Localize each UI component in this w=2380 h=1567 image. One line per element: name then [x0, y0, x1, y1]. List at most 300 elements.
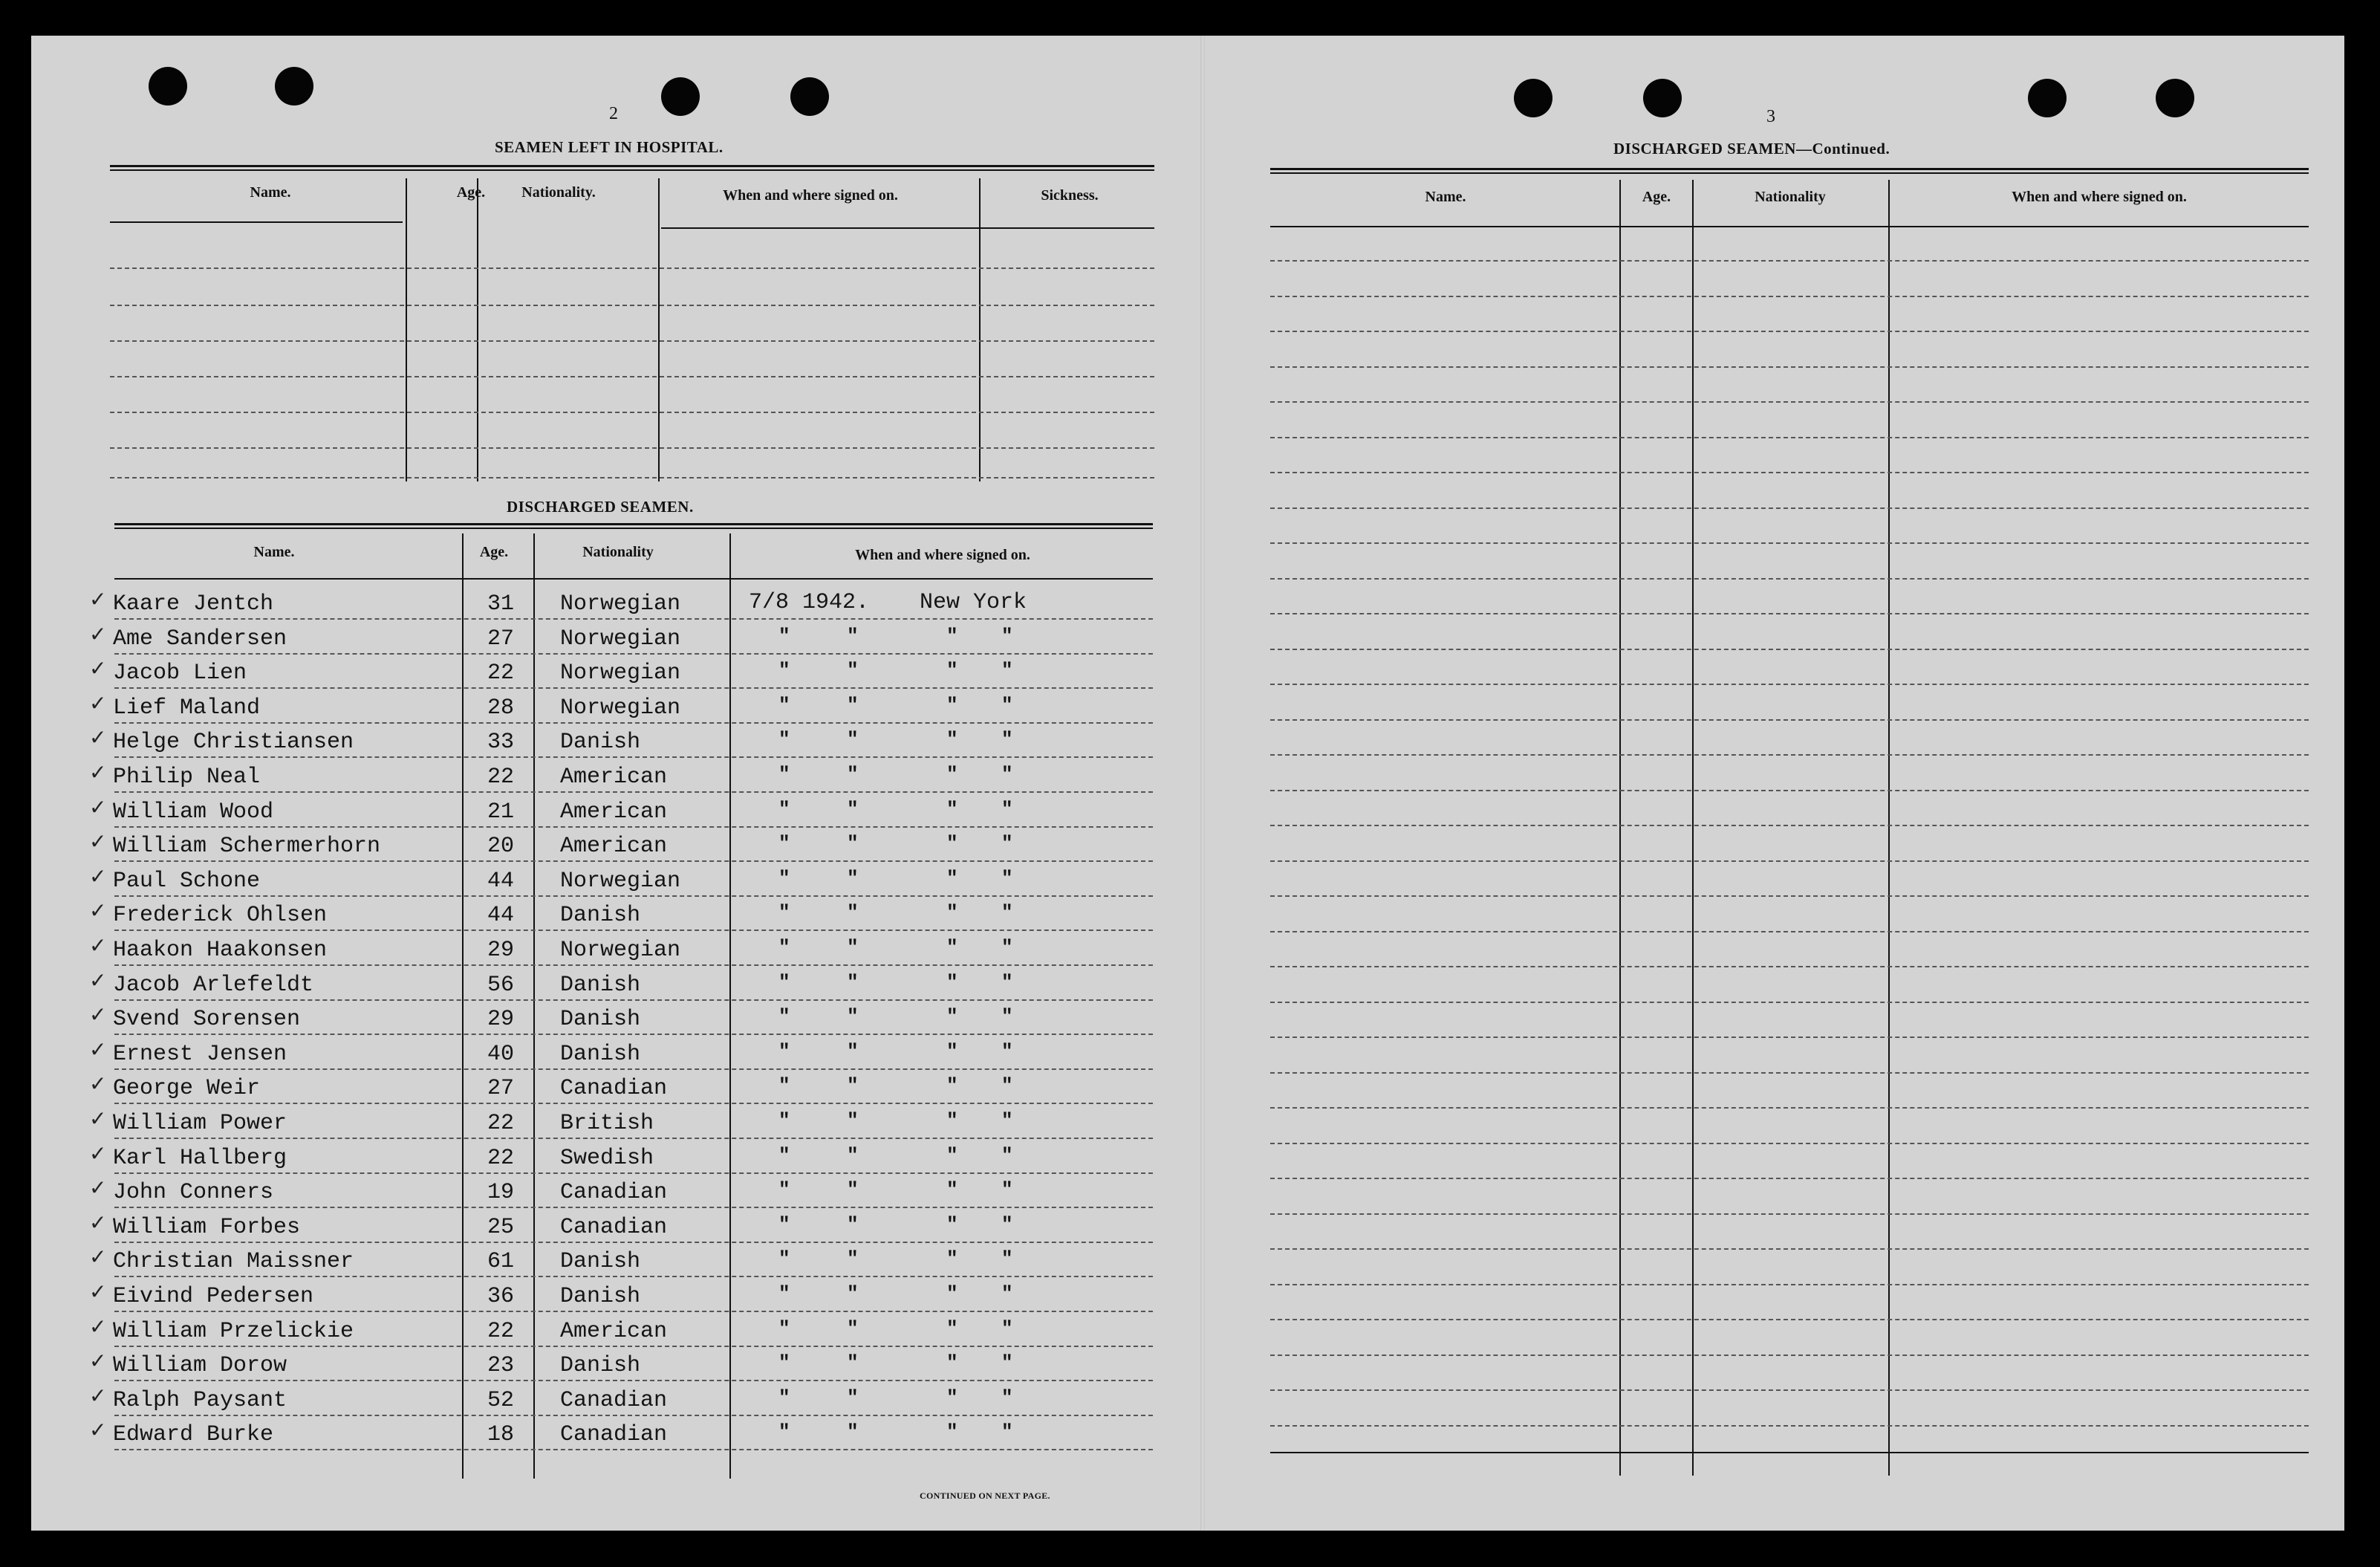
ditto-mark: "	[778, 763, 790, 785]
seaman-age: 21	[487, 799, 515, 825]
check-mark-icon: ✓	[89, 1210, 107, 1235]
check-mark-icon: ✓	[89, 933, 107, 958]
row-line	[1270, 437, 2309, 438]
hospital-header-age: Age.	[456, 184, 486, 201]
ditto-mark: "	[1001, 936, 1013, 958]
ditto-mark: "	[847, 936, 859, 958]
row-line	[114, 1103, 1153, 1104]
ditto-mark: "	[946, 1317, 958, 1340]
ditto-mark: "	[778, 1213, 790, 1236]
ditto-mark: "	[847, 1178, 859, 1201]
seaman-nationality: Swedish	[560, 1146, 654, 1171]
ditto-mark: "	[778, 832, 790, 854]
ditto-mark: "	[946, 832, 958, 854]
hospital-header-rule	[661, 227, 1154, 229]
seaman-nationality: Norwegian	[560, 661, 681, 686]
ditto-mark: "	[1001, 1421, 1013, 1443]
check-mark-icon: ✓	[89, 1383, 107, 1408]
check-mark-icon: ✓	[89, 1141, 107, 1166]
left-page	[31, 36, 1200, 1531]
seaman-age: 52	[487, 1388, 515, 1413]
discharged-header-name: Name.	[253, 544, 295, 560]
seaman-age: 31	[487, 591, 515, 617]
ditto-mark: "	[1001, 1352, 1013, 1374]
check-mark-icon: ✓	[89, 1002, 107, 1027]
ditto-mark: "	[1001, 1178, 1013, 1201]
row-line	[1270, 860, 2309, 862]
right-page	[1205, 36, 2344, 1531]
check-mark-icon: ✓	[89, 1037, 107, 1062]
seaman-name: William Power	[113, 1111, 287, 1136]
ditto-mark: "	[778, 1317, 790, 1340]
document-sheet	[31, 36, 2344, 1531]
row-line	[114, 722, 1153, 724]
row-line	[114, 1207, 1153, 1208]
ditto-mark: "	[1001, 971, 1013, 993]
seaman-nationality: Norwegian	[560, 591, 681, 617]
ditto-mark: "	[946, 1144, 958, 1167]
ditto-mark: "	[847, 867, 859, 889]
row-line	[114, 1346, 1153, 1347]
check-mark-icon: ✓	[89, 1175, 107, 1200]
check-mark-icon: ✓	[89, 587, 107, 611]
ditto-mark: "	[1001, 832, 1013, 854]
ditto-mark: "	[946, 728, 958, 750]
seaman-age: 22	[487, 1319, 515, 1344]
row-line	[1270, 1213, 2309, 1215]
page-number: 2	[609, 104, 618, 123]
discharged-col-divider	[729, 533, 731, 1479]
ditto-mark: "	[946, 1178, 958, 1201]
row-line	[1270, 931, 2309, 932]
row-line	[1270, 790, 2309, 791]
ditto-mark: "	[778, 694, 790, 716]
ditto-mark: "	[778, 1282, 790, 1305]
check-mark-icon: ✓	[89, 1071, 107, 1096]
ditto-mark: "	[946, 971, 958, 993]
ditto-mark: "	[1001, 1040, 1013, 1062]
row-line	[114, 895, 1153, 897]
row-line	[114, 653, 1153, 655]
row-line	[114, 1242, 1153, 1243]
seaman-age: 20	[487, 834, 515, 859]
check-mark-icon: ✓	[89, 1106, 107, 1131]
ditto-mark: "	[847, 625, 859, 647]
ditto-mark: "	[778, 1005, 790, 1028]
row-line	[114, 964, 1153, 966]
row-line	[114, 826, 1153, 828]
ditto-mark: "	[1001, 1317, 1013, 1340]
continued-header-nationality: Nationality	[1755, 189, 1826, 205]
row-line	[1270, 542, 2309, 544]
ditto-mark: "	[847, 728, 859, 750]
row-line	[1270, 1248, 2309, 1250]
ditto-mark: "	[778, 1040, 790, 1062]
row-line	[1270, 1284, 2309, 1285]
ditto-mark: "	[847, 1386, 859, 1409]
check-mark-icon: ✓	[89, 1349, 107, 1373]
row-line	[1270, 1072, 2309, 1074]
check-mark-icon: ✓	[89, 898, 107, 923]
seaman-name: Jacob Lien	[113, 661, 247, 686]
ditto-mark: "	[946, 798, 958, 820]
signed-on-place: New York	[920, 590, 1027, 615]
continued-header-name: Name.	[1425, 189, 1466, 205]
row-line	[1270, 1355, 2309, 1356]
continued-header-age: Age.	[1642, 189, 1671, 205]
row-line	[1270, 472, 2309, 473]
hospital-col-divider	[979, 178, 981, 481]
seaman-age: 33	[487, 730, 515, 755]
seaman-nationality: American	[560, 1319, 668, 1344]
hospital-row-line	[110, 376, 1154, 377]
seaman-age: 44	[487, 903, 515, 928]
ditto-mark: "	[946, 1352, 958, 1374]
seaman-nationality: Danish	[560, 730, 641, 755]
ditto-mark: "	[847, 659, 859, 681]
seaman-nationality: Danish	[560, 1284, 641, 1309]
seaman-age: 28	[487, 695, 515, 721]
ditto-mark: "	[1001, 1248, 1013, 1270]
row-line	[1270, 1036, 2309, 1038]
row-line	[114, 1034, 1153, 1035]
discharged-header-age: Age.	[479, 544, 509, 560]
ditto-mark: "	[778, 659, 790, 681]
seaman-name: John Conners	[113, 1180, 274, 1205]
row-line	[1270, 401, 2309, 403]
ditto-mark: "	[946, 1109, 958, 1132]
ditto-mark: "	[946, 625, 958, 647]
ditto-mark: "	[847, 1282, 859, 1305]
hospital-col-divider	[406, 178, 407, 481]
row-line	[1270, 1425, 2309, 1427]
ditto-mark: "	[946, 1005, 958, 1028]
ditto-mark: "	[778, 1109, 790, 1132]
discharged-header-nationality: Nationality	[582, 544, 654, 560]
seaman-name: William Dorow	[113, 1353, 287, 1378]
seaman-name: Philip Neal	[113, 765, 261, 790]
ditto-mark: "	[778, 728, 790, 750]
row-line	[114, 999, 1153, 1001]
check-mark-icon: ✓	[89, 1245, 107, 1269]
ditto-mark: "	[778, 901, 790, 924]
hospital-row-line	[110, 340, 1154, 342]
ditto-mark: "	[946, 1421, 958, 1443]
discharged-header-signed-on: When and where signed on.	[855, 547, 1030, 563]
row-line	[114, 756, 1153, 758]
ditto-mark: "	[1001, 1074, 1013, 1097]
ditto-mark: "	[946, 1213, 958, 1236]
ditto-mark: "	[1001, 1005, 1013, 1028]
seaman-name: Ernest Jensen	[113, 1042, 287, 1067]
ditto-mark: "	[778, 1248, 790, 1270]
seaman-nationality: Canadian	[560, 1180, 668, 1205]
signed-on-date: 7/8 1942.	[749, 590, 870, 615]
ditto-mark: "	[778, 1178, 790, 1201]
continued-header-signed-on: When and where signed on.	[2012, 189, 2187, 205]
seaman-age: 22	[487, 1111, 515, 1136]
row-line	[114, 791, 1153, 793]
hospital-header-rule	[110, 221, 403, 223]
ditto-mark: "	[778, 1386, 790, 1409]
row-line	[114, 1415, 1153, 1416]
seaman-name: Jacob Arlefeldt	[113, 973, 314, 998]
discharged-top-rule	[114, 523, 1153, 529]
ditto-mark: "	[1001, 694, 1013, 716]
check-mark-icon: ✓	[89, 656, 107, 681]
seaman-age: 19	[487, 1180, 515, 1205]
ditto-mark: "	[1001, 1213, 1013, 1236]
row-line	[1270, 1319, 2309, 1320]
check-mark-icon: ✓	[89, 1279, 107, 1304]
check-mark-icon: ✓	[89, 760, 107, 785]
seaman-name: Ralph Paysant	[113, 1388, 287, 1413]
ditto-mark: "	[847, 1248, 859, 1270]
row-line	[1270, 507, 2309, 509]
ditto-mark: "	[847, 971, 859, 993]
ditto-mark: "	[1001, 1386, 1013, 1409]
row-line	[1270, 1389, 2309, 1391]
ditto-mark: "	[1001, 1109, 1013, 1132]
ditto-mark: "	[1001, 867, 1013, 889]
ditto-mark: "	[946, 1074, 958, 1097]
continued-header-rule	[1270, 226, 2309, 227]
check-mark-icon: ✓	[89, 622, 107, 646]
ditto-mark: "	[847, 1317, 859, 1340]
ditto-mark: "	[1001, 728, 1013, 750]
check-mark-icon: ✓	[89, 864, 107, 889]
row-line	[114, 930, 1153, 931]
seaman-age: 27	[487, 1076, 515, 1101]
hospital-header-nationality: Nationality.	[521, 184, 596, 201]
ditto-mark: "	[778, 971, 790, 993]
row-line	[114, 1449, 1153, 1450]
seaman-age: 25	[487, 1215, 515, 1240]
ditto-mark: "	[847, 1421, 859, 1443]
ditto-mark: "	[778, 1421, 790, 1443]
seaman-nationality: Norwegian	[560, 869, 681, 894]
continued-note: CONTINUED ON NEXT PAGE.	[920, 1490, 1050, 1501]
seaman-name: Helge Christiansen	[113, 730, 354, 755]
ditto-mark: "	[778, 798, 790, 820]
seaman-age: 36	[487, 1284, 515, 1309]
row-line	[1270, 331, 2309, 332]
check-mark-icon: ✓	[89, 1314, 107, 1339]
ditto-mark: "	[1001, 901, 1013, 924]
check-mark-icon: ✓	[89, 829, 107, 854]
ditto-mark: "	[1001, 798, 1013, 820]
seaman-name: Paul Schone	[113, 869, 261, 894]
ditto-mark: "	[946, 1282, 958, 1305]
ditto-mark: "	[847, 1040, 859, 1062]
row-line	[114, 1276, 1153, 1277]
row-line	[1270, 825, 2309, 826]
ditto-mark: "	[847, 901, 859, 924]
row-line	[1270, 1178, 2309, 1179]
seaman-age: 40	[487, 1042, 515, 1067]
continued-bottom-rule	[1270, 1452, 2309, 1453]
seaman-age: 23	[487, 1353, 515, 1378]
seaman-nationality: Danish	[560, 903, 641, 928]
hospital-row-line	[110, 477, 1154, 478]
row-line	[1270, 649, 2309, 650]
row-line	[1270, 296, 2309, 297]
row-line	[1270, 260, 2309, 262]
continued-section-title: DISCHARGED SEAMEN—Continued.	[1613, 140, 1890, 158]
check-mark-icon: ✓	[89, 968, 107, 993]
page-number: 3	[1766, 107, 1775, 126]
hospital-col-divider	[658, 178, 660, 481]
seaman-nationality: American	[560, 799, 668, 825]
ditto-mark: "	[847, 1144, 859, 1167]
row-line	[1270, 613, 2309, 614]
seaman-name: Edward Burke	[113, 1422, 274, 1447]
check-mark-icon: ✓	[89, 795, 107, 820]
row-line	[114, 1380, 1153, 1381]
ditto-mark: "	[847, 798, 859, 820]
seaman-name: Frederick Ohlsen	[113, 903, 328, 928]
seaman-name: William Przelickie	[113, 1319, 354, 1344]
seaman-name: Svend Sorensen	[113, 1007, 301, 1032]
seaman-name: George Weir	[113, 1076, 261, 1101]
check-mark-icon: ✓	[89, 725, 107, 750]
seaman-nationality: Canadian	[560, 1215, 668, 1240]
row-line	[114, 1068, 1153, 1070]
ditto-mark: "	[946, 1040, 958, 1062]
seaman-nationality: Danish	[560, 1042, 641, 1067]
seaman-nationality: American	[560, 834, 668, 859]
ditto-mark: "	[778, 1144, 790, 1167]
seaman-name: William Schermerhorn	[113, 834, 381, 859]
hospital-top-rule	[110, 165, 1154, 171]
ditto-mark: "	[778, 936, 790, 958]
ditto-mark: "	[946, 659, 958, 681]
ditto-mark: "	[847, 1074, 859, 1097]
row-line	[114, 860, 1153, 862]
ditto-mark: "	[1001, 763, 1013, 785]
ditto-mark: "	[1001, 1282, 1013, 1305]
hospital-section-title: SEAMEN LEFT IN HOSPITAL.	[495, 138, 724, 156]
hospital-header-name: Name.	[250, 184, 291, 201]
check-mark-icon: ✓	[89, 1418, 107, 1442]
ditto-mark: "	[778, 1074, 790, 1097]
seaman-nationality: British	[560, 1111, 654, 1136]
seaman-age: 22	[487, 765, 515, 790]
seaman-nationality: Canadian	[560, 1422, 668, 1447]
row-line	[1270, 578, 2309, 580]
ditto-mark: "	[946, 694, 958, 716]
row-line	[114, 1311, 1153, 1312]
seaman-name: William Forbes	[113, 1215, 301, 1240]
ditto-mark: "	[1001, 659, 1013, 681]
row-line	[114, 1172, 1153, 1174]
row-line	[114, 687, 1153, 689]
seaman-age: 29	[487, 1007, 515, 1032]
row-line	[1270, 966, 2309, 967]
seaman-age: 22	[487, 1146, 515, 1171]
hospital-header-sickness: Sickness.	[1041, 187, 1099, 204]
row-line	[1270, 895, 2309, 897]
ditto-mark: "	[778, 1352, 790, 1374]
ditto-mark: "	[847, 1005, 859, 1028]
row-line	[1270, 1107, 2309, 1109]
ditto-mark: "	[1001, 625, 1013, 647]
seaman-age: 29	[487, 938, 515, 963]
ditto-mark: "	[946, 1386, 958, 1409]
row-line	[1270, 719, 2309, 721]
seaman-nationality: Danish	[560, 973, 641, 998]
row-line	[1270, 1002, 2309, 1003]
check-mark-icon: ✓	[89, 691, 107, 716]
discharged-header-rule	[114, 578, 1153, 580]
seaman-nationality: Danish	[560, 1353, 641, 1378]
seaman-nationality: Norwegian	[560, 626, 681, 652]
seaman-name: Lief Maland	[113, 695, 261, 721]
seaman-age: 22	[487, 661, 515, 686]
row-line	[114, 1138, 1153, 1139]
row-line	[1270, 754, 2309, 756]
discharged-section-title: DISCHARGED SEAMEN.	[507, 498, 694, 516]
ditto-mark: "	[778, 867, 790, 889]
seaman-age: 44	[487, 869, 515, 894]
seaman-name: Kaare Jentch	[113, 591, 274, 617]
seaman-name: Ame Sandersen	[113, 626, 287, 652]
row-line	[1270, 366, 2309, 368]
discharged-col-divider	[462, 533, 464, 1479]
discharged-col-divider	[533, 533, 535, 1479]
seaman-name: Karl Hallberg	[113, 1146, 287, 1171]
ditto-mark: "	[946, 936, 958, 958]
seaman-age: 18	[487, 1422, 515, 1447]
seaman-nationality: Danish	[560, 1007, 641, 1032]
ditto-mark: "	[946, 901, 958, 924]
seaman-nationality: American	[560, 765, 668, 790]
hospital-row-line	[110, 267, 1154, 269]
ditto-mark: "	[847, 694, 859, 716]
row-line	[1270, 684, 2309, 685]
ditto-mark: "	[946, 1248, 958, 1270]
ditto-mark: "	[946, 867, 958, 889]
ditto-mark: "	[778, 625, 790, 647]
seaman-nationality: Canadian	[560, 1076, 668, 1101]
row-line	[114, 618, 1153, 620]
seaman-age: 61	[487, 1249, 515, 1274]
seaman-age: 56	[487, 973, 515, 998]
seaman-nationality: Canadian	[560, 1388, 668, 1413]
seaman-name: Eivind Pedersen	[113, 1284, 314, 1309]
hospital-row-line	[110, 305, 1154, 306]
continued-col-divider	[1692, 180, 1694, 1476]
seaman-nationality: Norwegian	[560, 695, 681, 721]
seaman-name: William Wood	[113, 799, 274, 825]
hospital-row-line	[110, 412, 1154, 413]
ditto-mark: "	[847, 763, 859, 785]
hospital-header-signed-on: When and where signed on.	[723, 187, 898, 204]
seaman-name: Haakon Haakonsen	[113, 938, 328, 963]
continued-col-divider	[1619, 180, 1621, 1476]
seaman-name: Christian Maissner	[113, 1249, 354, 1274]
ditto-mark: "	[847, 1213, 859, 1236]
ditto-mark: "	[847, 1352, 859, 1374]
hospital-row-line	[110, 447, 1154, 449]
ditto-mark: "	[847, 1109, 859, 1132]
seaman-nationality: Norwegian	[560, 938, 681, 963]
seaman-nationality: Danish	[560, 1249, 641, 1274]
ditto-mark: "	[847, 832, 859, 854]
seaman-age: 27	[487, 626, 515, 652]
row-line	[1270, 1143, 2309, 1144]
ditto-mark: "	[946, 763, 958, 785]
